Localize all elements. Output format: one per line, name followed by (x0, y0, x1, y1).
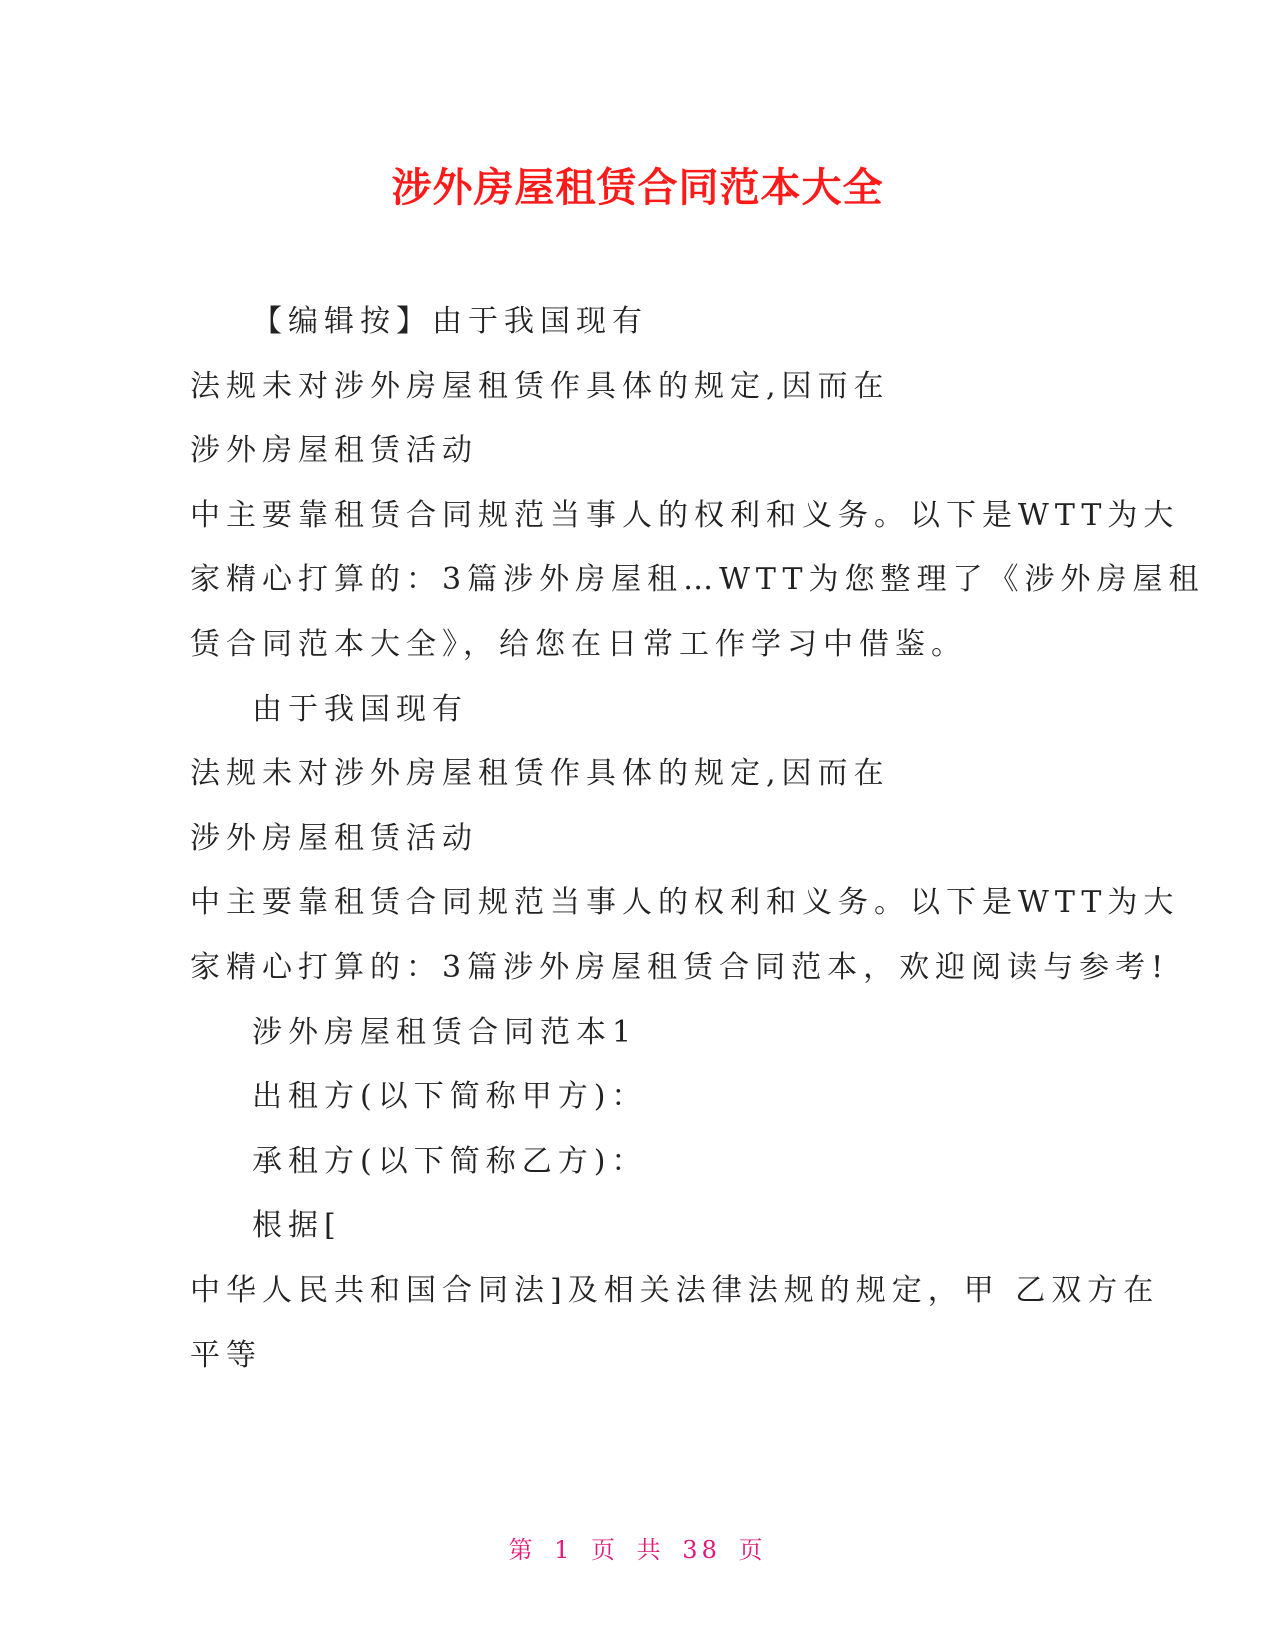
paragraph-line: 根据[ (252, 1208, 342, 1244)
paragraph-line: 中华人民共和国合同法]及相关法律法规的规定，甲 乙双方在 (190, 1272, 1160, 1308)
paragraph-line: 【编辑按】由于我国现有 (252, 304, 648, 339)
paragraph-line: 中主要靠租赁合同规范当事人的权利和义务。以下是WTT为大 (190, 497, 1180, 533)
paragraph-line: 中主要靠租赁合同规范当事人的权利和义务。以下是WTT为大 (190, 885, 1180, 921)
paragraph-line: 家精心打算的：3篇涉外房屋租…WTT为您整理了《涉外房屋租 (190, 562, 1205, 598)
document-body (190, 290, 1205, 1388)
lessor-field-label: 出租方(以下简称甲方)： (252, 1079, 648, 1115)
page-number-footer: 第 1 页 共 38 页 (508, 1536, 767, 1564)
paragraph-line: 家精心打算的：3篇涉外房屋租赁合同范本，欢迎阅读与参考! (190, 949, 1170, 985)
paragraph-line: 赁合同范本大全》，给您在日常工作学习中借鉴。 (190, 626, 967, 662)
paragraph-line: 涉外房屋租赁活动 (190, 820, 478, 856)
lessee-field-label: 承租方(以下简称乙方)： (252, 1143, 648, 1179)
document-title: 涉外房屋租赁合同范本大全 (391, 165, 884, 211)
paragraph-line: 法规未对涉外房屋租赁作具体的规定,因而在 (190, 368, 890, 404)
paragraph-line: 法规未对涉外房屋租赁作具体的规定,因而在 (190, 756, 890, 792)
section-heading: 涉外房屋租赁合同范本1 (252, 1014, 638, 1050)
paragraph-line: 平等 (190, 1337, 262, 1373)
paragraph-line: 由于我国现有 (252, 691, 468, 727)
paragraph-line: 涉外房屋租赁活动 (190, 433, 478, 469)
